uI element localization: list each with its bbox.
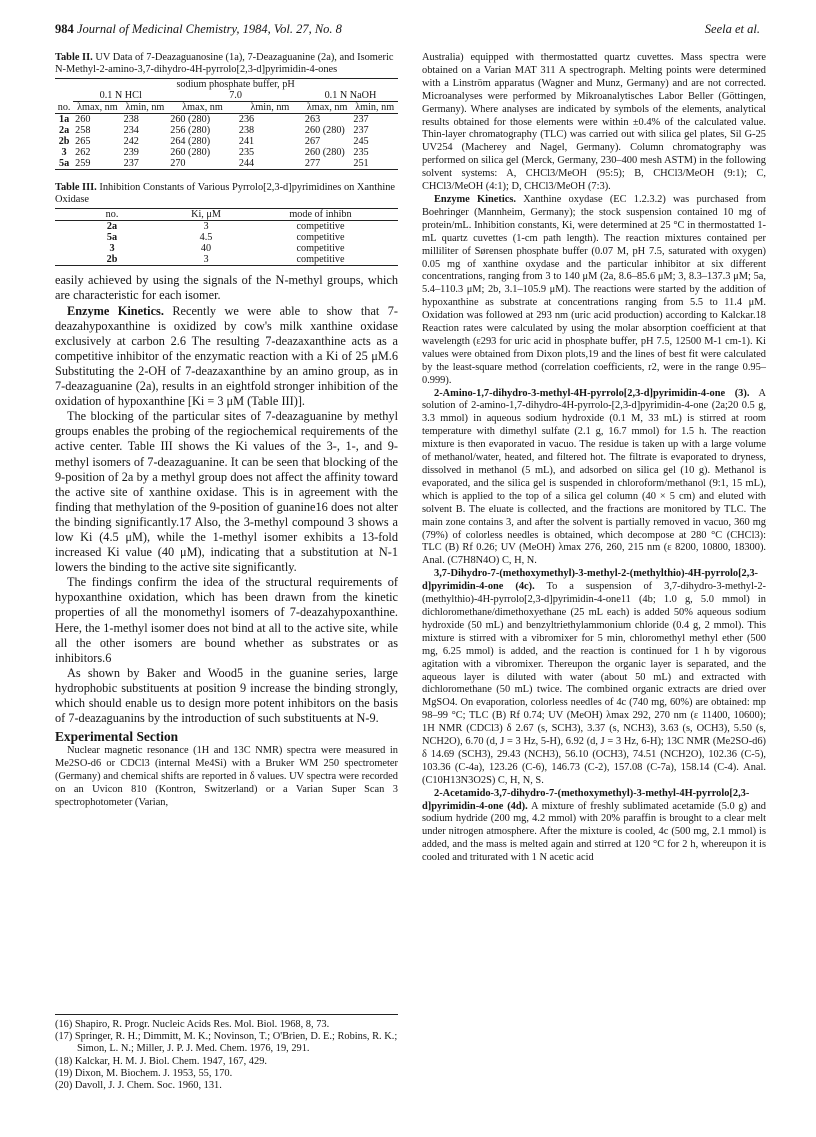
table2-cell: 241 bbox=[238, 136, 255, 148]
table2-col-header: λmax, nm bbox=[77, 102, 118, 114]
footnotes bbox=[55, 1014, 398, 1092]
paragraph-text: Xanthine oxydase (EC 1.2.3.2) was purchased from Boehringer (Mannheim, Germany); the stock suspension contained 10 mg of protein/mL. Inhibition constants, Ki, were determined at 25 °C in thermostatted 1-mL quartz cuvettes (1-cm path length). The reaction mixtures contained per milliliter of Sørensen phosphate buffer (0.07 M, pH 7.5, saturated with oxygen) 0.05 mg of xanthine oxydase and the particular inhibitor at six different concentrations, ranging from 3 to 140 μM (2a, 8.6–85.6 μM; 3, 8.3–137.3 μM; 5a, 5.4–110.3 μM; 2b, 3.1–105.9 μM). The reactions were started by the addition of hypoxanthine as substrate at concentrations ranging from 5.5 to 11.4 μM. Oxidation was followed at 293 nm (uric acid production) according to Kalckar.18 Reaction rates were calculated by using the molar absorption coefficient at that wavelength (ε293 for uric acid in phosphate buffer, pH 7.5, 12500 M-1 cm-1). Ki values were obtained from Dixon plots,19 and the lines of best fit were calculated by the least-square method (correlation coefficients, r2, were in the range 0.95–0.999). bbox=[422, 193, 766, 386]
table2-cell: 5a bbox=[58, 158, 70, 170]
table-row bbox=[55, 243, 398, 254]
table-row bbox=[55, 125, 398, 136]
running-header bbox=[55, 22, 760, 42]
paragraph bbox=[422, 194, 766, 388]
left-body-text bbox=[55, 273, 398, 809]
paragraph: As shown by Baker and Wood5 in the guanine series, large hydrophobic substituents at position 9 increase the binding strongly, which should enable us to design more potent inhibitors on the basis of 7-deazaguanins by the introduction of such substituents at N-9. bbox=[55, 665, 398, 726]
table-row bbox=[55, 232, 398, 243]
table2-group-header: 0.1 N HCl bbox=[73, 79, 168, 102]
footnote: (18) Kalckar, H. M. J. Biol. Chem. 1947, 167, 429. bbox=[55, 1055, 267, 1067]
table-row bbox=[55, 114, 398, 126]
table2-cell: 237 bbox=[123, 158, 139, 170]
table2-cell: 267 bbox=[304, 136, 321, 148]
run-in-heading: Enzyme Kinetics. bbox=[434, 193, 516, 205]
table2-cell: 263 bbox=[304, 114, 321, 126]
table2-cell: 235 bbox=[353, 147, 369, 159]
table-row bbox=[55, 136, 398, 147]
table2-cell: 244 bbox=[238, 158, 255, 170]
table2-cell: 264 (280) bbox=[170, 136, 211, 148]
table2-cell: 237 bbox=[353, 125, 369, 137]
paragraph bbox=[422, 388, 766, 569]
table2-col-header: λmin, nm bbox=[355, 102, 395, 114]
footnote: (16) Shapiro, R. Progr. Nucleic Acids Res. Mol. Biol. 1968, 8, 73. bbox=[55, 1019, 330, 1030]
paragraph-text: A mixture of freshly sublimated acetamide (5.0 g) and sodium hydride (200 mg, 4.2 mmol) with 20% paraffin is brought to a clear melt under nitrogen atmosphere. After the mixture is cooled, 4c (500 mg, 2.1 mmol) is added, and the mass is melted again and stirred at 120 °C for 2 h, whereupon it is cooled and triturated with 1 N acetic acid bbox=[422, 800, 766, 864]
table-row bbox=[55, 158, 398, 170]
table2-group-header: 0.1 N NaOH bbox=[303, 79, 398, 102]
table2-cell: 242 bbox=[123, 136, 139, 148]
table2-cell: 256 (280) bbox=[170, 125, 211, 137]
table3 bbox=[55, 208, 398, 266]
table2-cell: 238 bbox=[123, 114, 139, 126]
table3-label: Table III. bbox=[55, 182, 97, 194]
footnote: (20) Davoll, J. J. Chem. Soc. 1960, 131. bbox=[55, 1080, 222, 1092]
table3-cell: 3 bbox=[203, 221, 209, 233]
table3-caption-text: Inhibition Constants of Various Pyrrolo[2,3-d]pyrimidines on Xanthine Oxidase bbox=[55, 182, 396, 205]
paragraph: The blocking of the particular sites of 7-deazaguanine by methyl groups enables the probing of the regiochemical requirements of the active center. Table III shows the Ki values of the 3-, 1-, and 9-methyl isomers of 7-deazaguanine. It can be seen that blocking of the 9-position of 2a by a methyl group does not affect the affinity toward the active site of xanthine oxidase. This is in agreement with the finding that methylation of the 9-position of guanine16 does not alter the binding significantly.17 Also, the 3-methyl compound 3 shows a low Ki (4.5 μM), while the 1-methyl isomer exhibits a 13-fold increased Ki value (40 μM), indicating that a substitution at N-1 lowers the binding to the active site significantly. bbox=[55, 409, 398, 575]
table2-cell: 235 bbox=[238, 147, 255, 159]
table3-col-header: no. bbox=[105, 209, 119, 221]
table2-cell: 237 bbox=[353, 114, 369, 126]
table2-col-header: λmax, nm bbox=[182, 102, 223, 114]
table2-cell: 270 bbox=[170, 158, 186, 170]
table3-cell: 3 bbox=[109, 243, 115, 255]
table2-cell: 265 bbox=[75, 136, 91, 148]
table3-cell: 5a bbox=[106, 232, 118, 244]
paragraph bbox=[422, 568, 766, 787]
table2-cell: 260 (280) bbox=[170, 147, 211, 159]
table2-label: Table II. bbox=[55, 52, 93, 63]
table3-cell: competitive bbox=[296, 221, 345, 233]
table2-cell: 2a bbox=[58, 125, 70, 137]
table2-cell: 3 bbox=[61, 147, 67, 159]
table3-cell: competitive bbox=[296, 232, 345, 244]
table3-cell: 40 bbox=[200, 243, 212, 255]
table2-col-header: no. bbox=[57, 102, 71, 114]
table3-col-header: mode of inhibn bbox=[289, 209, 352, 221]
table3-cell: competitive bbox=[296, 243, 345, 255]
table2-cell: 262 bbox=[75, 147, 91, 159]
table-row bbox=[55, 221, 398, 233]
table2-cell: 259 bbox=[75, 158, 91, 170]
compound-heading: 2-Acetamido-3,7-dihydro-7-(methoxymethyl)-3-methyl-4H-pyrrolo[2,3-d]pyrimidin-4-one (4d). bbox=[422, 787, 750, 812]
table2-cell: 260 (280) bbox=[304, 125, 345, 137]
table3-cell: 3 bbox=[203, 254, 209, 266]
table3-cell: 4.5 bbox=[199, 232, 213, 244]
table-row bbox=[55, 147, 398, 158]
table3-cell: competitive bbox=[296, 254, 345, 266]
left-column bbox=[55, 52, 398, 810]
footnote: (17) Springer, R. H.; Dimmitt, M. K.; Novinson, T.; O'Brien, D. E.; Robins, R. K.; Simon, L. N.; Miller, J. P. J. Med. Chem. 1976, 19, 291. bbox=[55, 1031, 398, 1055]
compound-heading: 2-Amino-1,7-dihydro-3-methyl-4H-pyrrolo[2,3-d]pyrimidin-4-one (3). bbox=[434, 387, 750, 399]
paragraph: Australia) equipped with thermostatted quartz cuvettes. Mass spectra were obtained on a Varian MAT 311 A spectrograph. Melting points were determined with a Linström apparatus (Wagner and Munz, Germany) and are not corrected. Microanalyses were performed by Mikroanalytisches Labor Beller (Göttingen, Germany). Where analyses are indicated by symbols of the elements, analytical results obtained for those elements were within ±0.4% of the calculated value. Thin-layer chromatography (TLC) was carried out with silica gel plates, Sil G-25 UV254 (Macherey and Nagel, Germany). Column chromatography was performed on silica gel (Merck, Germany, 230–400 mesh ASTM) in the following solvent systems: A, CHCl3/MeOH (95:5); B, CHCl3/MeOH (9:1); C, CHCl3/MeOH (4:1); D, CHCl3/MeOH (7:3). bbox=[422, 52, 766, 193]
paragraph-text: A solution of 2-amino-1,7-dihydro-4H-pyrrolo-[2,3-d]pyrimidin-4-one (2a;20 0.5 g, 3.3 mmol) in aqueous sodium hydroxide (0.1 M, 33 mL) is stirred at room temperature with dimethyl sulfate (2.1 g, 16.7 mmol) for 1.5 h. The reaction mixture is then evaporated in vacuo. The residue is taken up with a large volume of methanol/water, heated, and filtered hot. The filtrate is evaporated to dryness, dissolved in methanol (5 mL), and adsorbed on silica gel (10 g). Methanol is evaporated, and the silica gel is suspended in chloroform/methanol (9:1, 15 mL), which is applied to the top of a silica gel column (40 × 5 cm) and eluted with solvent B. The eluate is collected, and the fractions are monitored by TLC. The main zone contains 3, and after the solvent is partially removed in vacuo, 360 mg (79%) of colorless needles is obtained, which decompose at 280 °C (CHCl3): TLC (B) Rf 0.26; UV (MeOH) λmax 276, 260, 215 nm (ε 8200, 10800, 18300). Anal. (C7H8N4O) C, H, N. bbox=[422, 387, 767, 567]
paragraph: Nuclear magnetic resonance (1H and 13C NMR) spectra were measured in Me2SO-d6 or CDCl3 (internal Me4Si) with a Bruker WM 250 spectrometer (Germany) and chemical shifts are reported in δ values. UV spectra were recorded on an Uvicon 810 (Kontron, Switzerland) or a Varian Super Scan 3 spectrophotometer (Varian, bbox=[55, 745, 398, 808]
table2-cell: 258 bbox=[75, 125, 91, 137]
running-authors: Seela et al. bbox=[704, 22, 760, 36]
table2-col-header: λmax, nm bbox=[306, 102, 348, 114]
page-number: 984 bbox=[55, 22, 74, 36]
table2-col-header: λmin, nm bbox=[250, 102, 290, 114]
table2 bbox=[55, 78, 398, 170]
table2-cell: 260 (280) bbox=[304, 147, 345, 159]
table3-col-header: Ki, μM bbox=[191, 209, 221, 221]
paragraph bbox=[55, 304, 398, 410]
table2-cell: 239 bbox=[123, 147, 139, 159]
table2-cell: 245 bbox=[353, 136, 369, 148]
table2-cell: 251 bbox=[353, 158, 369, 170]
table2-cell: 234 bbox=[123, 125, 139, 137]
paragraph-text: Recently we were able to show that 7-deazahypoxanthine is oxidized by cow's milk xanthine oxidase exclusively at carbon 2.6 The resulting 7-deazaxanthine acts as a competitive inhibitor of the enzymatic reaction with a Ki of 25 μM.6 Substituting the 2-OH of 7-deazaxanthine by an amino group, as in 7-deazaguanine (2a), results in an eightfold stronger inhibition of the oxidation of hypoxanthine [Ki = 3 μM (Table III)]. bbox=[55, 303, 398, 409]
section-heading: Experimental Section bbox=[55, 729, 179, 745]
table2-cell: 236 bbox=[238, 114, 255, 126]
footnote: (19) Dixon, M. Biochem. J. 1953, 55, 170. bbox=[55, 1067, 233, 1079]
paragraph: easily achieved by using the signals of the N-methyl groups, which are characteristic for each isomer. bbox=[55, 273, 398, 303]
paragraph-text: To a suspension of 3,7-dihydro-3-methyl-2-(methylthio)-4H-pyrrolo[2,3-d]pyrimidin-4-one11 (4b; 1.0 g, 5.0 mmol) in dichloromethane/dimethoxyethane (25 mL each) is added 50% aqueous sodium hydroxide (50 mL) and benzyltriethylammonium chloride (0.4 g, 2 mmol). This mixture is stirred with a vibromixer for 5 min, chloromethyl methyl ether (500 mg, 6.25 mmol) is added, and the reaction is continued for 1 h by vigorous agitation with a vibromixer. Thereupon the organic layer is separated, and the aqueous layer is diluted with water (about 50 mL) and extracted with dichloromethane (50 mL) twice. The combined organic extracts are dried over MgSO4. On evaporation, colorless needles of 4c (740 mg, 60%) are obtained: mp 98–99 °C; TLC (B) Rf 0.74; UV (MeOH) λmax 292, 270 nm (ε 11400, 10600); 1H NMR (CDCl3) δ 2.67 (s, SCH3), 3.37 (s, NCH3), 3.63 (s, OCH3), 5.50 (s, NCH2O), 6.70 (d, J = 3 Hz, 5-H), 6.92 (d, J = 3 Hz, 6-H); 13C NMR (Me2SO-d6) δ 14.69 (SCH3), 29.43 (NCH3), 56.10 (OCH3), 74.51 (NCH2O), 102.36 (C-5), 103.36 (C-4a), 123.26 (C-6), 146.73 (C-2), 157.08 (C-7a), 158.14 (C-4). Anal. (C10H13N3O2S) C, H, N, S. bbox=[422, 581, 766, 786]
table3-caption bbox=[55, 182, 398, 205]
right-column bbox=[422, 52, 766, 865]
paragraph: The findings confirm the idea of the structural requirements of hypoxanthine oxidation, which has been drawn from the kinetic properties of all the monomethyl isomers of 7-deazahypoxanthine. Here, the 1-methyl isomer does not bind at all to the active site, while all the other isomers are bound whether as substrates or as inhibitors.6 bbox=[55, 575, 398, 665]
table2-caption bbox=[55, 52, 398, 75]
table2-cell: 238 bbox=[238, 125, 255, 137]
table2-group-header: sodium phosphate buffer, pH 7.0 bbox=[168, 79, 303, 102]
table2-cell: 1a bbox=[58, 114, 70, 126]
table-row bbox=[55, 254, 398, 266]
paragraph bbox=[422, 788, 766, 865]
table2-cell: 2b bbox=[58, 136, 70, 148]
table3-cell: 2a bbox=[106, 221, 118, 233]
compound-heading: 3,7-Dihydro-7-(methoxymethyl)-3-methyl-2-(methylthio)-4H-pyrrolo[2,3-d]pyrimidin-4-one (4c). bbox=[422, 568, 758, 593]
run-in-heading: Enzyme Kinetics. bbox=[67, 303, 164, 318]
table2-cell: 260 (280) bbox=[170, 114, 211, 126]
table3-cell: 2b bbox=[106, 254, 118, 266]
journal-citation: Journal of Medicinal Chemistry, 1984, Vol. 27, No. 8 bbox=[77, 22, 342, 36]
table2-col-header: λmin, nm bbox=[125, 102, 165, 114]
table2-caption-text: UV Data of 7-Deazaguanosine (1a), 7-Deazaguanine (2a), and Isomeric N-Methyl-2-amino-3,7-dihydro-4H-pyrrolo[2,3-d]pyrimidin-4-ones bbox=[55, 52, 394, 75]
table2-cell: 277 bbox=[304, 158, 321, 170]
table2-cell: 260 bbox=[75, 114, 91, 126]
